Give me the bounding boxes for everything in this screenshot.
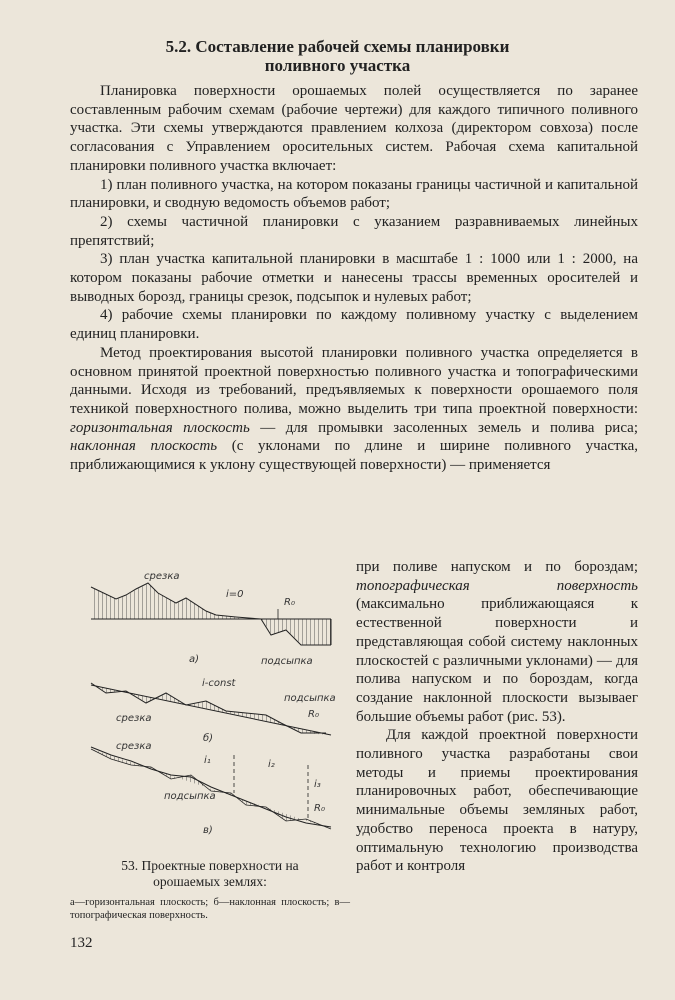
- paragraph-method-cont: [356, 558, 638, 726]
- label-i1: i₁: [204, 755, 211, 766]
- method-text-4: при поливе напуском и по бороздам;: [356, 559, 638, 575]
- paragraph-intro: Планировка поверхности орошаемых полей осуществляется по заранее составленным рабочим схемам (рабочие чертежи) для каждого типичного поливного участка. Эти схемы утверждаются правлением колхоза (директором совхоза) после согласования с Управлением оросительных систем. Рабочая схема капитальной планировки поливного участка включает:: [70, 83, 638, 174]
- method-text-2: — для промывки засоленных земель и полива риса;: [249, 419, 638, 436]
- label-fill-b: подсыпка: [284, 693, 336, 704]
- term-topographic-surface: топографическая поверхность: [356, 577, 638, 594]
- section-heading-line2: поливного участка: [264, 56, 411, 75]
- diagram-b-inclined: [91, 678, 336, 744]
- term-inclined-plane: наклонная плоскость: [70, 438, 218, 455]
- label-fill-c: подсыпка: [164, 791, 216, 802]
- diagram-a-horizontal: [91, 571, 331, 667]
- list-item-3: 3) план участка капитальной планировки в масштабе 1 : 1000 или 1 : 2000, на котором показаны рабочие отметки и нанесены трассы временных оросителей и выводных борозд, границы срезок, подсыпок и нулевых работ;: [70, 251, 638, 305]
- label-i2: i₂: [268, 759, 275, 770]
- list-item-1: 1) план поливного участка, на котором показаны границы частичной и капитальной планировки, и сводную ведомость объемов работ;: [70, 176, 638, 212]
- label-letter-b: б): [203, 733, 214, 744]
- label-fill-a: подсыпка: [261, 656, 313, 667]
- list-item-4: 4) рабочие схемы планировки по каждому поливному участку с выделением единиц планировки.: [70, 307, 638, 343]
- label-cut-c: срезка: [116, 741, 152, 752]
- label-cut-a: срезка: [144, 571, 180, 582]
- label-slope-a: i=0: [226, 589, 244, 600]
- section-heading: 5.2. Составление рабочей схемы планировки: [165, 37, 510, 56]
- figure-caption: [70, 858, 350, 890]
- label-letter-a: а): [189, 654, 200, 665]
- label-slope-b: i-const: [202, 678, 236, 689]
- caption-line1: 53. Проектные поверхности на: [121, 858, 299, 873]
- page-number: 132: [70, 935, 93, 951]
- method-text-5: (максимально приближающаяся к естественной поверхности и представляющая собой систему наклонных плоскостей с различными уклонами) — для полива напуском и по бороздам, когда создание наклонной плоскости вызываег большие объемы работ (рис. 53).: [356, 596, 638, 725]
- paragraph-method: [70, 344, 638, 475]
- term-horizontal-plane: горизонтальная плоскость: [70, 419, 250, 436]
- right-column-text: [356, 558, 638, 876]
- label-ro-c: R₀: [314, 803, 325, 814]
- label-cut-b: срезка: [116, 713, 152, 724]
- label-ro-b: R₀: [308, 709, 319, 720]
- label-ro-a: R₀: [284, 597, 295, 608]
- method-text-1: Метод проектирования высотой планировки поливного участка определяется в основном принятой проектной поверхностью поливного участка и топографическими данными. Исходя из требований, предъявляемых к поверхности орошаемого поля техникой поверхностного полива, можно выделить три типа проектной поверхности:: [70, 344, 638, 417]
- label-letter-c: в): [203, 825, 213, 836]
- paragraph-methods: Для каждой проектной поверхности поливного участка разработаны свои методы и приемы проектирования планировочных работ, обеспечивающие минимальные объемы земляных работ, удобство переноса проекта в натуру, оптимальную технологию производства работ и контроля: [356, 727, 638, 875]
- figure-53-diagram: [86, 565, 346, 855]
- main-text: [70, 82, 638, 475]
- method-text-3: (с уклонами по длине и ширине поливного участка, приближающимися к уклону существующей поверхности) — применяется: [70, 438, 639, 474]
- diagram-c-topographic: [91, 741, 331, 836]
- label-i3: i₃: [314, 779, 321, 790]
- caption-line2: орошаемых землях:: [153, 874, 267, 889]
- figure-legend: а—горизонтальная плоскость; б—наклонная плоскость; в—топографическая поверхность.: [70, 897, 350, 921]
- list-item-2: 2) схемы частичной планировки с указанием разравниваемых линейных препятствий;: [70, 213, 638, 249]
